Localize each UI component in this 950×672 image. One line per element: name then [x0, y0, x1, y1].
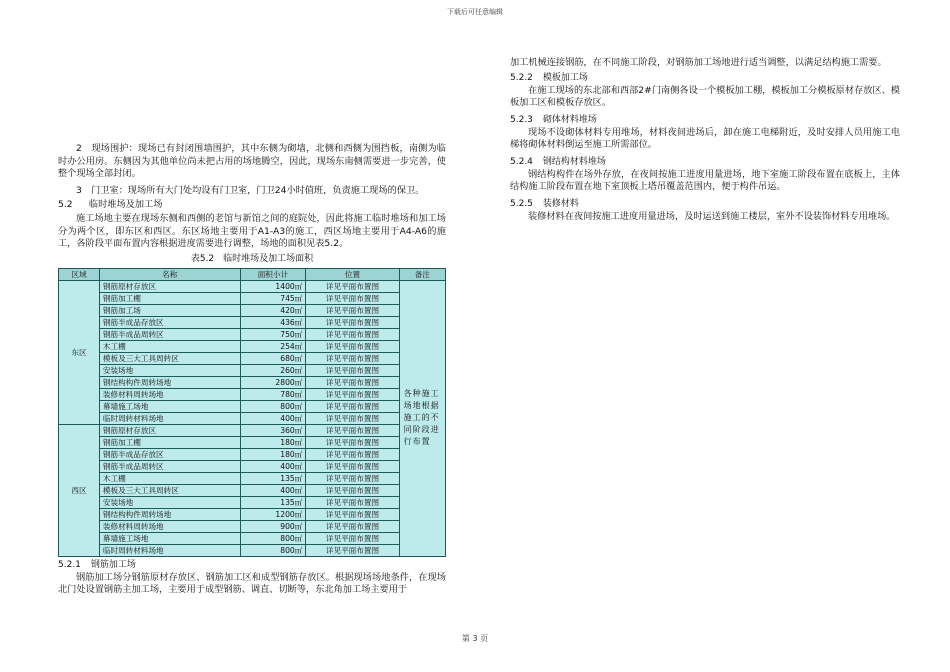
header-name: 名称 [99, 268, 240, 280]
row-name: 钢筋加工场 [99, 304, 240, 316]
row-area: 2800㎡ [240, 376, 306, 388]
row-position: 详见平面布置图 [306, 520, 399, 532]
row-area: 436㎡ [240, 316, 306, 328]
subsection-number: 5.2.3 [510, 114, 533, 125]
row-name: 模板及三大工具周转区 [99, 484, 240, 496]
table-header-row [59, 268, 446, 280]
table-row [59, 340, 446, 352]
table-row [59, 472, 446, 484]
subsection-title: 钢结构材料堆场 [542, 156, 606, 167]
paragraph-fence: 2 现场围护：现场已有封闭围墙围护，其中东侧为砌墙，北侧和西侧为围挡板，南侧为临时办公用房。东侧因为其他单位尚未把占用的场地腾空，因此，现场东南侧需要进一步完善，使整个现场全部封闭。 [58, 143, 446, 179]
row-area: 400㎡ [240, 412, 306, 424]
row-area: 360㎡ [240, 424, 306, 436]
table-row [59, 496, 446, 508]
table-row [59, 484, 446, 496]
row-area: 1200㎡ [240, 508, 306, 520]
subsection-number: 5.2.5 [510, 198, 533, 209]
right-column [510, 57, 900, 223]
page-number: 第 3 页 [461, 634, 489, 643]
paragraph-masonry: 现场不设砌体材料专用堆场，材料夜间进场后，卸在施工电梯附近，及时安排人员用施工电梯将砌体材料倒运至施工所需部位。 [510, 126, 900, 150]
subsection-heading-5-2-3 [510, 114, 900, 127]
table-row [59, 508, 446, 520]
paragraph-rebar: 钢筋加工场分钢筋原材存放区、钢筋加工区和成型钢筋存放区。根据现场场地条件，在现场北门处设置钢筋主加工场，主要用于成型钢筋、调直、切断等，东北角加工场主要用于 [58, 571, 446, 595]
header-note: 下载后可任意编辑 [447, 8, 503, 16]
subsection-number: 5.2.1 [58, 559, 81, 570]
row-name: 幕墙施工场地 [99, 400, 240, 412]
row-name: 临时周转材料场地 [99, 412, 240, 424]
row-area: 135㎡ [240, 472, 306, 484]
subsection-heading-5-2-2 [510, 72, 900, 85]
row-area: 745㎡ [240, 292, 306, 304]
paragraph-steel: 钢结构构件在场外存放，在夜间按施工进度用量进场，地下室施工阶段布置在底板上，主体结构施工阶段布置在地下室顶板上塔吊覆盖范围内，便于构件吊运。 [510, 168, 900, 192]
region-cell-west: 西区 [59, 424, 100, 556]
section-title: 临时堆场及加工场 [88, 199, 163, 210]
table-row [59, 412, 446, 424]
row-name: 钢筋半成品周转区 [99, 328, 240, 340]
table-row [59, 280, 446, 292]
row-name: 钢筋原材存放区 [99, 280, 240, 292]
subsection-title: 模板加工场 [542, 72, 588, 83]
paragraph-continued: 加工机械连接钢筋，在不同施工阶段，对钢筋加工场地进行适当调整，以满足结构施工需要。 [510, 57, 887, 68]
table-row [59, 292, 446, 304]
area-table [58, 268, 446, 557]
note-cell: 各种施工场地根据施工的不同阶段进行布置 [399, 280, 445, 556]
subsection-title: 砌体材料堆场 [542, 114, 597, 125]
paragraph-decoration: 装修材料在夜间按施工进度用量进场，及时运送到施工楼层，室外不设装饰材料专用堆场。 [528, 210, 896, 222]
row-position: 详见平面布置图 [306, 508, 399, 520]
row-area: 1400㎡ [240, 280, 306, 292]
row-name: 安装场地 [99, 364, 240, 376]
row-area: 254㎡ [240, 340, 306, 352]
row-position: 详见平面布置图 [306, 340, 399, 352]
row-area: 780㎡ [240, 388, 306, 400]
table-row [59, 400, 446, 412]
header-region: 区域 [59, 268, 100, 280]
row-area: 750㎡ [240, 328, 306, 340]
row-position: 详见平面布置图 [306, 400, 399, 412]
region-cell-east: 东区 [59, 280, 100, 424]
row-name: 钢筋半成品存放区 [99, 316, 240, 328]
row-position: 详见平面布置图 [306, 304, 399, 316]
table-caption: 表5.2 临时堆场及加工场面积 [190, 253, 314, 264]
row-area: 180㎡ [240, 436, 306, 448]
row-name: 木工棚 [99, 340, 240, 352]
row-position: 详见平面布置图 [306, 532, 399, 544]
row-area: 180㎡ [240, 448, 306, 460]
table-row [59, 352, 446, 364]
row-position: 详见平面布置图 [306, 292, 399, 304]
section-number: 5.2 [58, 199, 73, 210]
table-row [59, 304, 446, 316]
header-note: 备注 [399, 268, 445, 280]
row-position: 详见平面布置图 [306, 484, 399, 496]
header-area: 面积小计 [240, 268, 306, 280]
row-area: 900㎡ [240, 520, 306, 532]
table-row [59, 520, 446, 532]
paragraph-site: 施工场地主要在现场东侧和西侧的老馆与新馆之间的庭院处，因此将施工临时堆场和加工场分为两个区，即东区和西区。东区场地主要用于A1-A3的施工，西区场地主要用于A4-A6的施工，各阶段平面布置内容根据进度需要进行调整，场地的面积见表5.2。 [58, 213, 446, 249]
table-row [59, 436, 446, 448]
header-position: 位置 [306, 268, 399, 280]
row-position: 详见平面布置图 [306, 388, 399, 400]
row-position: 详见平面布置图 [306, 364, 399, 376]
table-row [59, 544, 446, 556]
row-name: 安装场地 [99, 496, 240, 508]
table-row [59, 460, 446, 472]
row-name: 临时周转材料场地 [99, 544, 240, 556]
row-name: 模板及三大工具周转区 [99, 352, 240, 364]
row-position: 详见平面布置图 [306, 448, 399, 460]
subsection-number: 5.2.4 [510, 156, 533, 167]
table-row [59, 316, 446, 328]
paragraph-formwork: 在施工现场的东北部和西部2#门南侧各设一个模板加工棚，模板加工分模板原材存放区、模板加工区和模板存放区。 [510, 84, 900, 108]
subsection-number: 5.2.2 [510, 72, 533, 83]
row-area: 800㎡ [240, 544, 306, 556]
table-body [59, 280, 446, 556]
row-name: 钢筋半成品存放区 [99, 448, 240, 460]
row-name: 木工棚 [99, 472, 240, 484]
row-position: 详见平面布置图 [306, 424, 399, 436]
row-position: 详见平面布置图 [306, 328, 399, 340]
left-column [58, 143, 446, 597]
row-position: 详见平面布置图 [306, 412, 399, 424]
row-position: 详见平面布置图 [306, 436, 399, 448]
row-area: 680㎡ [240, 352, 306, 364]
table-row [59, 328, 446, 340]
table-row [59, 532, 446, 544]
table-row [59, 376, 446, 388]
table-row [59, 364, 446, 376]
row-area: 420㎡ [240, 304, 306, 316]
section-heading-5-2 [58, 198, 446, 212]
row-position: 详见平面布置图 [306, 544, 399, 556]
row-name: 装修材料周转场地 [99, 520, 240, 532]
subsection-heading-5-2-1 [58, 559, 446, 572]
row-position: 详见平面布置图 [306, 472, 399, 484]
row-area: 400㎡ [240, 460, 306, 472]
table-row [59, 448, 446, 460]
row-name: 钢筋半成品周转区 [99, 460, 240, 472]
row-area: 260㎡ [240, 364, 306, 376]
row-name: 钢结构构件周转场地 [99, 508, 240, 520]
row-position: 详见平面布置图 [306, 376, 399, 388]
row-name: 钢结构构件周转场地 [99, 376, 240, 388]
row-position: 详见平面布置图 [306, 496, 399, 508]
row-name: 钢筋加工棚 [99, 436, 240, 448]
row-area: 800㎡ [240, 400, 306, 412]
paragraph-guard: 3 门卫室：现场所有大门处均设有门卫室，门卫24小时值班，负责施工现场的保卫。 [76, 184, 425, 196]
subsection-heading-5-2-5 [510, 198, 900, 211]
subsection-title: 装修材料 [542, 198, 579, 209]
table-row [59, 388, 446, 400]
row-name: 钢筋原材存放区 [99, 424, 240, 436]
row-area: 800㎡ [240, 532, 306, 544]
subsection-title: 钢筋加工场 [90, 559, 136, 570]
row-position: 详见平面布置图 [306, 352, 399, 364]
subsection-heading-5-2-4 [510, 156, 900, 169]
row-area: 135㎡ [240, 496, 306, 508]
table-row [59, 424, 446, 436]
row-name: 钢筋加工棚 [99, 292, 240, 304]
row-position: 详见平面布置图 [306, 460, 399, 472]
row-position: 详见平面布置图 [306, 280, 399, 292]
row-name: 幕墙施工场地 [99, 532, 240, 544]
row-area: 400㎡ [240, 484, 306, 496]
row-position: 详见平面布置图 [306, 316, 399, 328]
row-name: 装修材料周转场地 [99, 388, 240, 400]
